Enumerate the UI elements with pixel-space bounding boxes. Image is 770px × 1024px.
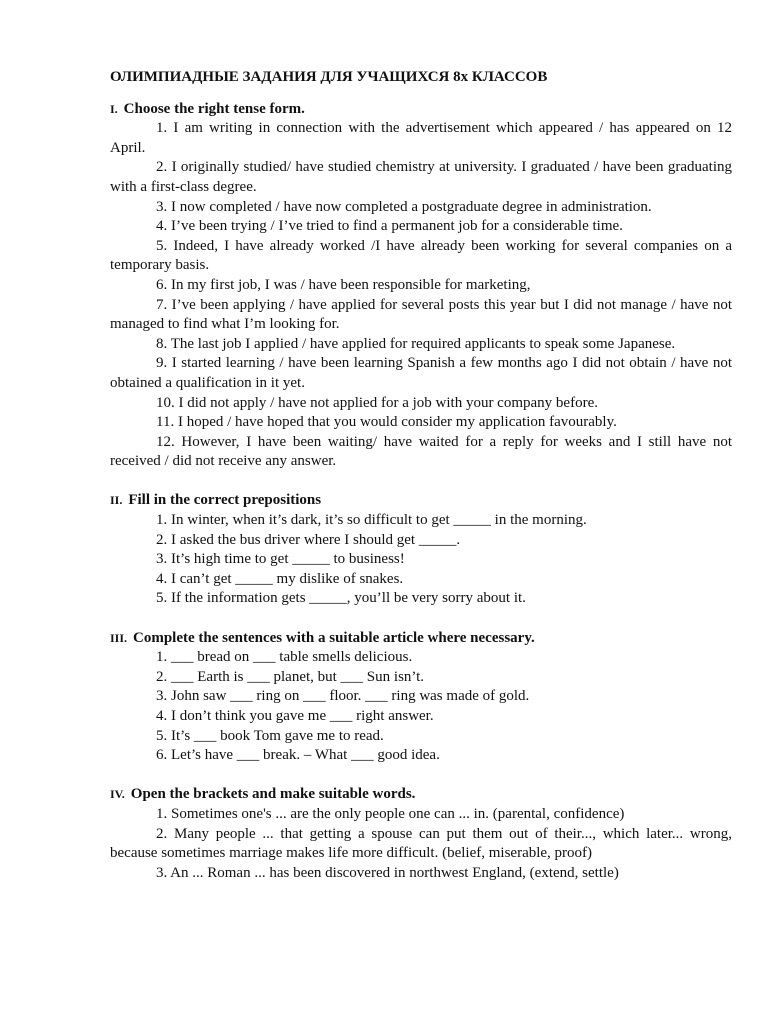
section-spacer bbox=[110, 766, 732, 786]
exercise-item: 11. I hoped / have hoped that you would consider my application favourably. bbox=[156, 414, 617, 431]
exercise-item: 1. In winter, when it’s dark, it’s so difficult to get _____ in the morning. bbox=[156, 512, 587, 529]
section-heading bbox=[110, 100, 732, 120]
section-title: Complete the sentences with a suitable article where necessary. bbox=[133, 629, 535, 646]
section-number: II. bbox=[110, 493, 123, 508]
section-title: Open the brackets and make suitable words. bbox=[130, 786, 416, 803]
exercise-item: 2. I originally studied/ have studied chemistry at university. I graduated / have been graduating with a first-class degree. bbox=[110, 159, 732, 195]
exercise-item: 5. It’s ___ book Tom gave me to read. bbox=[156, 727, 384, 744]
exercise-item: 2. Many people ... that getting a spouse can put them out of their..., which later... wrong, because sometimes marriage makes life more difficult. (belief, miserable, proof) bbox=[110, 825, 732, 862]
exercise-item: 2. ___ Earth is ___ planet, but ___ Sun isn’t. bbox=[156, 668, 425, 685]
exercise-item: 9. I started learning / have been learning Spanish a few months ago I did not obtain / have not obtained a qualification in it yet. bbox=[110, 355, 732, 391]
section-number: IV. bbox=[110, 787, 125, 802]
exercise-item: 7. I’ve been applying / have applied for several posts this year but I did not manage / have not managed to find what I’m looking for. bbox=[110, 296, 732, 333]
section-articles bbox=[110, 629, 732, 766]
section-prepositions bbox=[110, 491, 732, 609]
exercise-item: 1. ___ bread on ___ table smells delicious. bbox=[156, 649, 413, 666]
section-heading bbox=[110, 491, 732, 511]
section-number: III. bbox=[110, 630, 128, 645]
exercise-item: 3. I now completed / have now completed a postgraduate degree in administration. bbox=[156, 198, 652, 215]
exercise-item: 1. Sometimes one's ... are the only people one can ... in. (parental, confidence) bbox=[156, 805, 625, 822]
section-heading bbox=[110, 785, 732, 805]
section-title: Fill in the correct prepositions bbox=[128, 492, 322, 509]
section-tense-forms bbox=[110, 100, 732, 472]
exercise-item: 6. Let’s have ___ break. – What ___ good idea. bbox=[156, 747, 440, 764]
exercise-item: 12. However, I have been waiting/ have waited for a reply for weeks and I still have not received / did not receive any answer. bbox=[110, 433, 732, 470]
exercise-item: 4. I’ve been trying / I’ve tried to find a permanent job for a considerable time. bbox=[156, 218, 623, 235]
section-number: I. bbox=[110, 101, 118, 116]
exercise-item: 2. I asked the bus driver where I should get _____. bbox=[156, 531, 461, 548]
section-spacer bbox=[110, 609, 732, 629]
exercise-item: 4. I don’t think you gave me ___ right answer. bbox=[156, 708, 434, 724]
exercise-item: 5. Indeed, I have already worked /I have already been working for several companies on a temporary basis. bbox=[110, 237, 732, 274]
exercise-item: 3. An ... Roman ... has been discovered in northwest England, (extend, settle) bbox=[156, 864, 619, 881]
section-title: Choose the right tense form. bbox=[123, 100, 305, 117]
section-word-formation bbox=[110, 785, 732, 883]
exercise-item: 6. In my first job, I was / have been responsible for marketing, bbox=[156, 276, 531, 293]
exercise-item: 1. I am writing in connection with the advertisement which appeared / has appeared on 12 April. bbox=[110, 120, 732, 156]
exercise-item: 8. The last job I applied / have applied for required applicants to speak some Japanese. bbox=[156, 335, 676, 352]
section-spacer bbox=[110, 472, 732, 492]
exercise-item: 4. I can’t get _____ my dislike of snakes. bbox=[156, 570, 404, 587]
exercise-item: 10. I did not apply / have not applied for a job with your company before. bbox=[156, 394, 598, 411]
document-title: ОЛИМПИАДНЫЕ ЗАДАНИЯ ДЛЯ УЧАЩИХСЯ 8х КЛАССОВ bbox=[110, 69, 548, 85]
document-page bbox=[110, 68, 732, 883]
exercise-item: 3. John saw ___ ring on ___ floor. ___ ring was made of gold. bbox=[156, 688, 530, 705]
exercise-item: 3. It’s high time to get _____ to business! bbox=[156, 551, 405, 568]
exercise-item: 5. If the information gets _____, you’ll be very sorry about it. bbox=[156, 590, 526, 607]
section-heading bbox=[110, 629, 732, 649]
